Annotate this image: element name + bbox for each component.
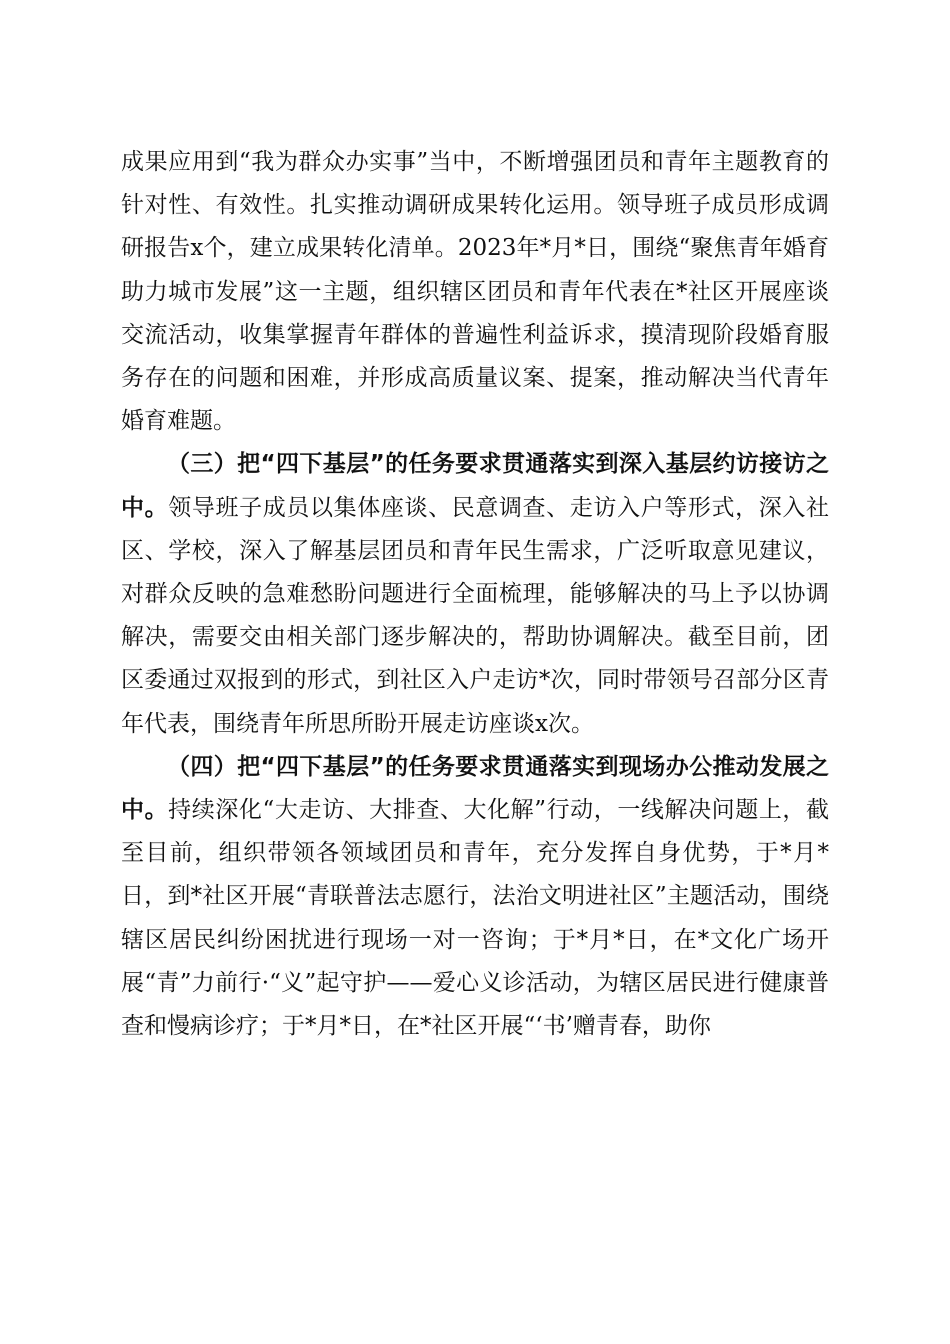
paragraph-text: 成果应用到“我为群众办实事”当中，不断增强团员和青年主题教育的针对性、有效性。扎实推动调研成果转化运用。领导班子成员形成调研报告x个，建立成果转化清单。2023年*月*日，围绕“聚焦青年婚育助力城市发展”这一主题，组织辖区团员和青年代表在*社区开展座谈交流活动，收集掌握青年群体的普遍性利益诉求，摸清现阶段婚育服务存在的问题和困难，并形成高质量议案、提案，推动解决当代青年婚育难题。 (121, 149, 829, 435)
document-body (121, 141, 829, 1048)
paragraph-section-3 (121, 443, 829, 745)
paragraph-continuation (121, 141, 829, 443)
section-heading: （四）把“四下基层”的任务要求贯通落实到现场办公推动发展之中。 (121, 753, 829, 824)
paragraph-text: 领导班子成员以集体座谈、民意调查、走访入户等形式，深入社区、学校，深入了解基层团员和青年民生需求，广泛听取意见建议，对群众反映的急难愁盼问题进行全面梳理，能够解决的马上予以协调解决，需要交由相关部门逐步解决的，帮助协调解决。截至目前，团区委通过双报到的形式，到社区入户走访*次，同时带领号召部分区青年代表，围绕青年所思所盼开展走访座谈x次。 (121, 494, 830, 737)
paragraph-section-4 (121, 746, 829, 1048)
section-heading: （三）把“四下基层”的任务要求贯通落实到深入基层约访接访之中。 (121, 451, 829, 521)
paragraph-text: 持续深化“大走访、大排查、大化解”行动，一线解决问题上，截至目前，组织带领各领域团员和青年，充分发挥自身优势，于*月*日，到*社区开展“青联普法志愿行，法治文明进社区”主题活动，围绕辖区居民纠纷困扰进行现场一对一咨询；于*月*日，在*文化广场开展“青”力前行·“义”起守护——爱心义诊活动，为辖区居民进行健康普查和慢病诊疗；于*月*日，在*社区开展“‘书’赠青春，助你 (121, 797, 829, 1040)
